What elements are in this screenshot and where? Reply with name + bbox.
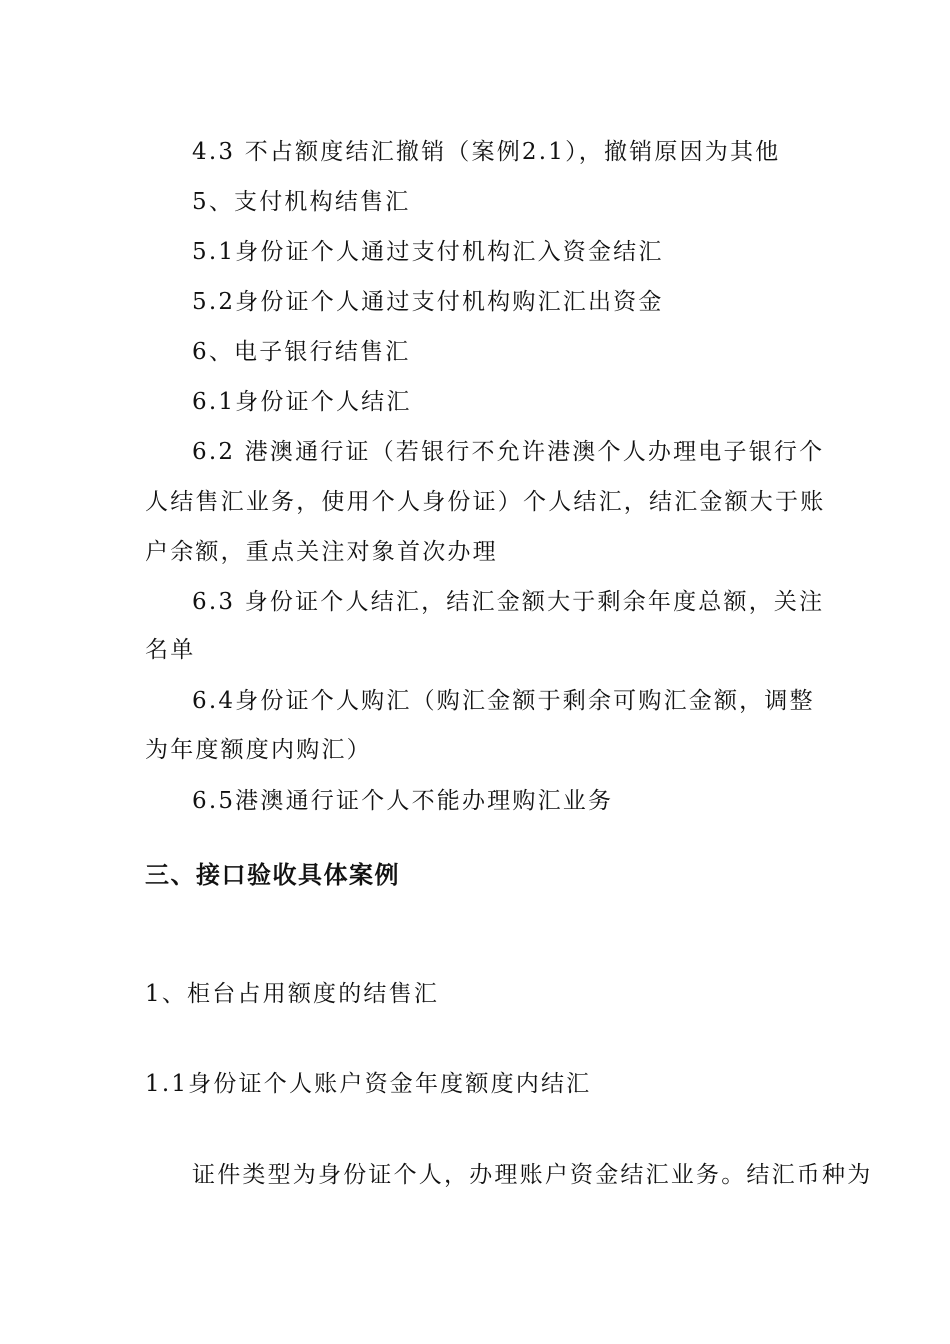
text-line: 4.3 不占额度结汇撤销（案例2.1），撤销原因为其他 [192,139,781,165]
text-line: 6.4身份证个人购汇（购汇金额于剩余可购汇金额，调整 [192,688,815,714]
section-heading: 三、接口验收具体案例 [145,861,400,889]
text-line: 6.3 身份证个人结汇，结汇金额大于剩余年度总额，关注 [192,589,825,615]
text-line: 人结售汇业务，使用个人身份证）个人结汇，结汇金额大于账 [145,489,826,515]
text-line: 6.1身份证个人结汇 [192,389,412,415]
subheading: 1.1身份证个人账户资金年度额度内结汇 [145,1071,592,1097]
text-line: 6.5港澳通行证个人不能办理购汇业务 [192,788,614,814]
text-line: 5、支付机构结售汇 [192,189,411,215]
text-line: 6、电子银行结售汇 [192,339,411,365]
text-line: 5.1身份证个人通过支付机构汇入资金结汇 [192,239,664,265]
text-line: 6.2 港澳通行证（若银行不允许港澳个人办理电子银行个 [192,439,825,465]
subheading: 1、柜台占用额度的结售汇 [145,981,440,1007]
text-line: 为年度额度内购汇） [145,737,372,763]
text-line: 名单 [145,637,196,663]
paragraph-line: 证件类型为身份证个人，办理账户资金结汇业务。结汇币种为 [192,1162,873,1188]
text-line: 5.2身份证个人通过支付机构购汇汇出资金 [192,289,664,315]
text-line: 户余额，重点关注对象首次办理 [145,539,498,565]
